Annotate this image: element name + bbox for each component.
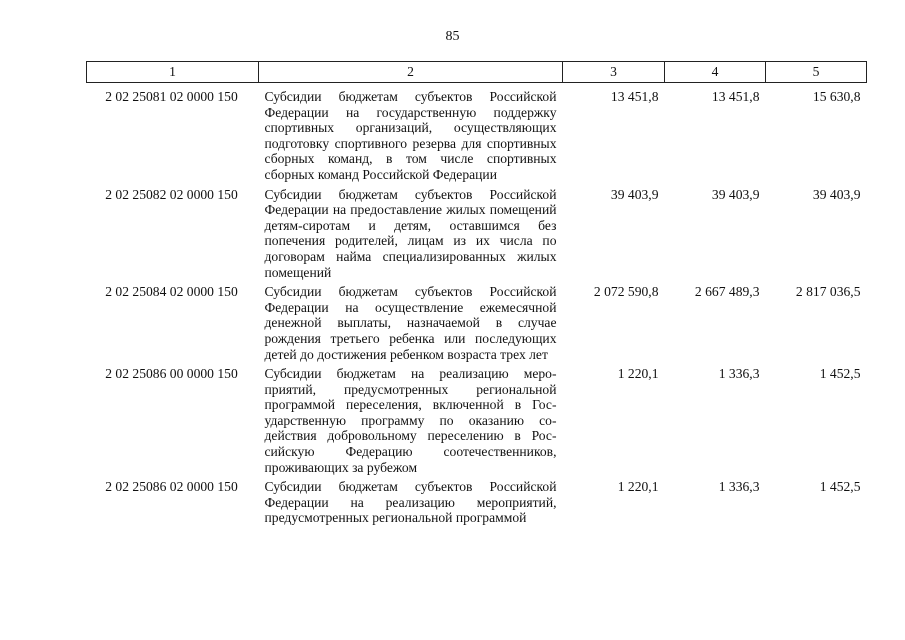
column-header-5: 5 [766, 62, 867, 83]
amount-col-3: 1 220,1 [617, 479, 659, 495]
amount-col-4: 2 667 489,3 [694, 284, 760, 300]
table-row [87, 187, 867, 285]
amount-col-4: 1 336,3 [718, 366, 760, 382]
amount-col-5: 39 403,9 [812, 186, 861, 202]
budget-code: 2 02 25082 02 0000 150 [105, 186, 238, 202]
amount-col-3: 39 403,9 [610, 186, 659, 202]
budget-code: 2 02 25086 02 0000 150 [105, 479, 238, 495]
budget-table [86, 61, 867, 530]
item-description: Субсидии бюджетам на реализацию мероприятий, предусмотренных региональной программой переселения, включенной в Государственную программу по оказанию содействия добровольному переселению в Российскую Федерацию соотечественников, проживающих за рубежом [264, 366, 557, 475]
amount-col-5: 1 452,5 [819, 479, 861, 495]
budget-code: 2 02 25084 02 0000 150 [105, 284, 238, 300]
table-row [87, 479, 867, 530]
column-header-4: 4 [665, 62, 766, 83]
amount-col-4: 39 403,9 [711, 186, 760, 202]
amount-col-3: 2 072 590,8 [593, 284, 659, 300]
amount-col-4: 1 336,3 [718, 479, 760, 495]
item-description: Субсидии бюджетам субъектов Российской Федерации на реализацию мероприятий, предусмотренных региональной программой [264, 479, 557, 526]
amount-col-3: 1 220,1 [617, 366, 659, 382]
amount-col-4: 13 451,8 [711, 89, 760, 104]
table-row [87, 366, 867, 479]
column-header-3: 3 [563, 62, 665, 83]
amount-col-5: 1 452,5 [819, 366, 861, 382]
amount-col-3: 13 451,8 [610, 89, 659, 104]
table-row [87, 89, 867, 187]
item-description: Субсидии бюджетам субъектов Российской Федерации на государственную поддержку спортивных организаций, осуществляющих подготовку спортивного резерва для спортивных сборных команд, в том числе спортивных сборных команд Российской Федерации [264, 89, 557, 182]
amount-col-5: 2 817 036,5 [795, 284, 861, 300]
column-header-2: 2 [259, 62, 563, 83]
column-header-1: 1 [87, 62, 259, 83]
amount-col-5: 15 630,8 [812, 89, 861, 104]
item-description: Субсидии бюджетам субъектов Российской Федерации на предоставление жилых помещений детям-сиротам и детям, оставшимся без попечения родителей, лицам из их числа по договорам найма специализированных жилых помещений [264, 186, 557, 280]
item-description: Субсидии бюджетам субъектов Российской Федерации на осуществление ежемесячной денежной выплаты, назначаемой в случае рождения третьего ребенка или последующих детей до достижения ребенком возраста трех лет [264, 284, 557, 362]
budget-code: 2 02 25086 00 0000 150 [105, 366, 238, 382]
budget-code: 2 02 25081 02 0000 150 [105, 89, 238, 104]
table-row [87, 284, 867, 366]
table-header-row [87, 62, 867, 83]
page-number: 85 [445, 29, 460, 44]
